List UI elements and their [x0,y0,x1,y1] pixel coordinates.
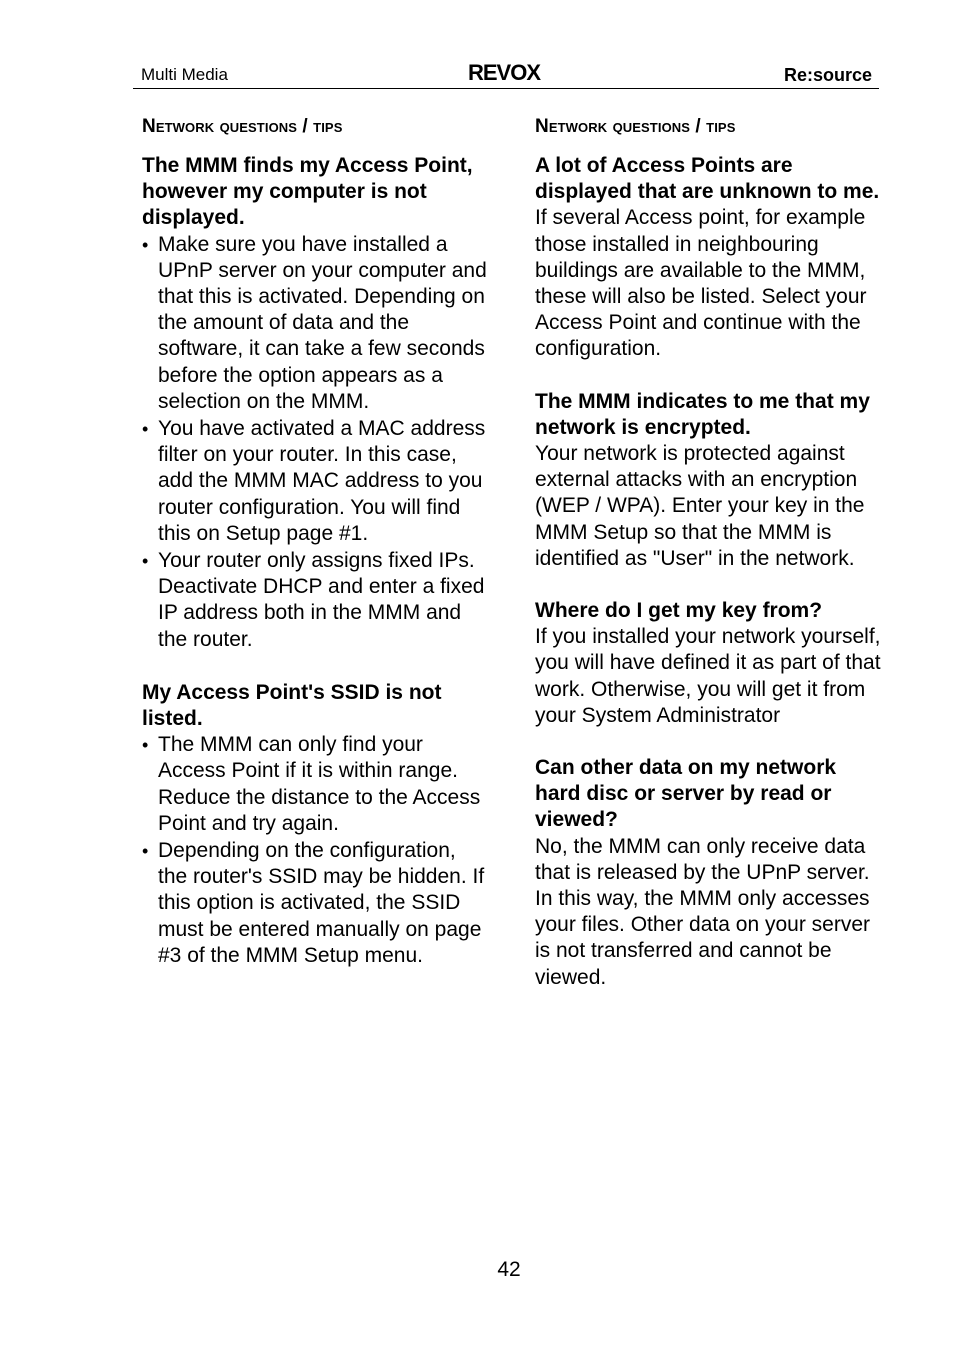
bullet-item: • You have activated a MAC address filter on your router. In this case, add the MMM MAC address to you router configuration. You will find this on Setup page #1. [142,416,487,547]
header-section-label: Multi Media [141,65,228,84]
question-heading: The MMM finds my Access Point, however my computer is not displayed. [142,154,473,230]
question-heading: Can other data on my network hard disc or server by read or viewed? [535,756,837,832]
revox-logo [454,61,554,83]
bullet-item: • Your router only assigns fixed IPs. Deactivate DHCP and enter a fixed IP address both in the MMM and the router. [142,548,487,653]
bullet-list [142,232,487,653]
question-heading: Where do I get my key from? [535,599,823,623]
page-number: 42 [497,1258,521,1281]
answer-text: If you installed your network yourself, you will have defined it as part of that work. Otherwise, you will get it from your System Administrator [535,625,881,727]
question-heading: A lot of Access Points are displayed that are unknown to me. [535,154,880,204]
left-column [142,114,487,970]
section-title: Network questions / tips [535,116,736,137]
question-heading: The MMM indicates to me that my network is encrypted. [535,389,870,439]
section-title: Network questions / tips [142,116,343,137]
answer-text: No, the MMM can only receive data that is released by the UPnP server. In this way, the MMM only accesses your files. Other data on your server is not transferred and cannot be viewed. [535,834,870,989]
answer-text: Your network is protected against external attacks with an encryption (WEP / WPA). Enter your key in the MMM Setup so that the MMM is identified as "User" in the network. [535,442,865,570]
question-heading: My Access Point's SSID is not listed. [142,680,442,731]
page-header [133,58,879,89]
bullet-item: • Make sure you have installed a UPnP server on your computer and that this is activated. Depending on the amount of data and the software, it can take a few seconds before the option appears as a selection on the MMM. [142,232,487,415]
answer-text: If several Access point, for example those installed in neighbouring buildings are available to the MMM, these will also be listed. Select your Access Point and continue with the configuration. [535,206,867,361]
bullet-item: • Depending on the configuration, the router's SSID may be hidden. If this option is activated, the SSID must be entered manually on page #3 of the MMM Setup menu. [142,838,487,969]
bullet-list [142,732,487,969]
header-product-label: Re:source [783,65,872,85]
logo-text: REVOX [467,61,541,83]
bullet-item: • The MMM can only find your Access Point if it is within range. Reduce the distance to the Access Point and try again. [142,732,487,837]
right-column [535,114,883,991]
